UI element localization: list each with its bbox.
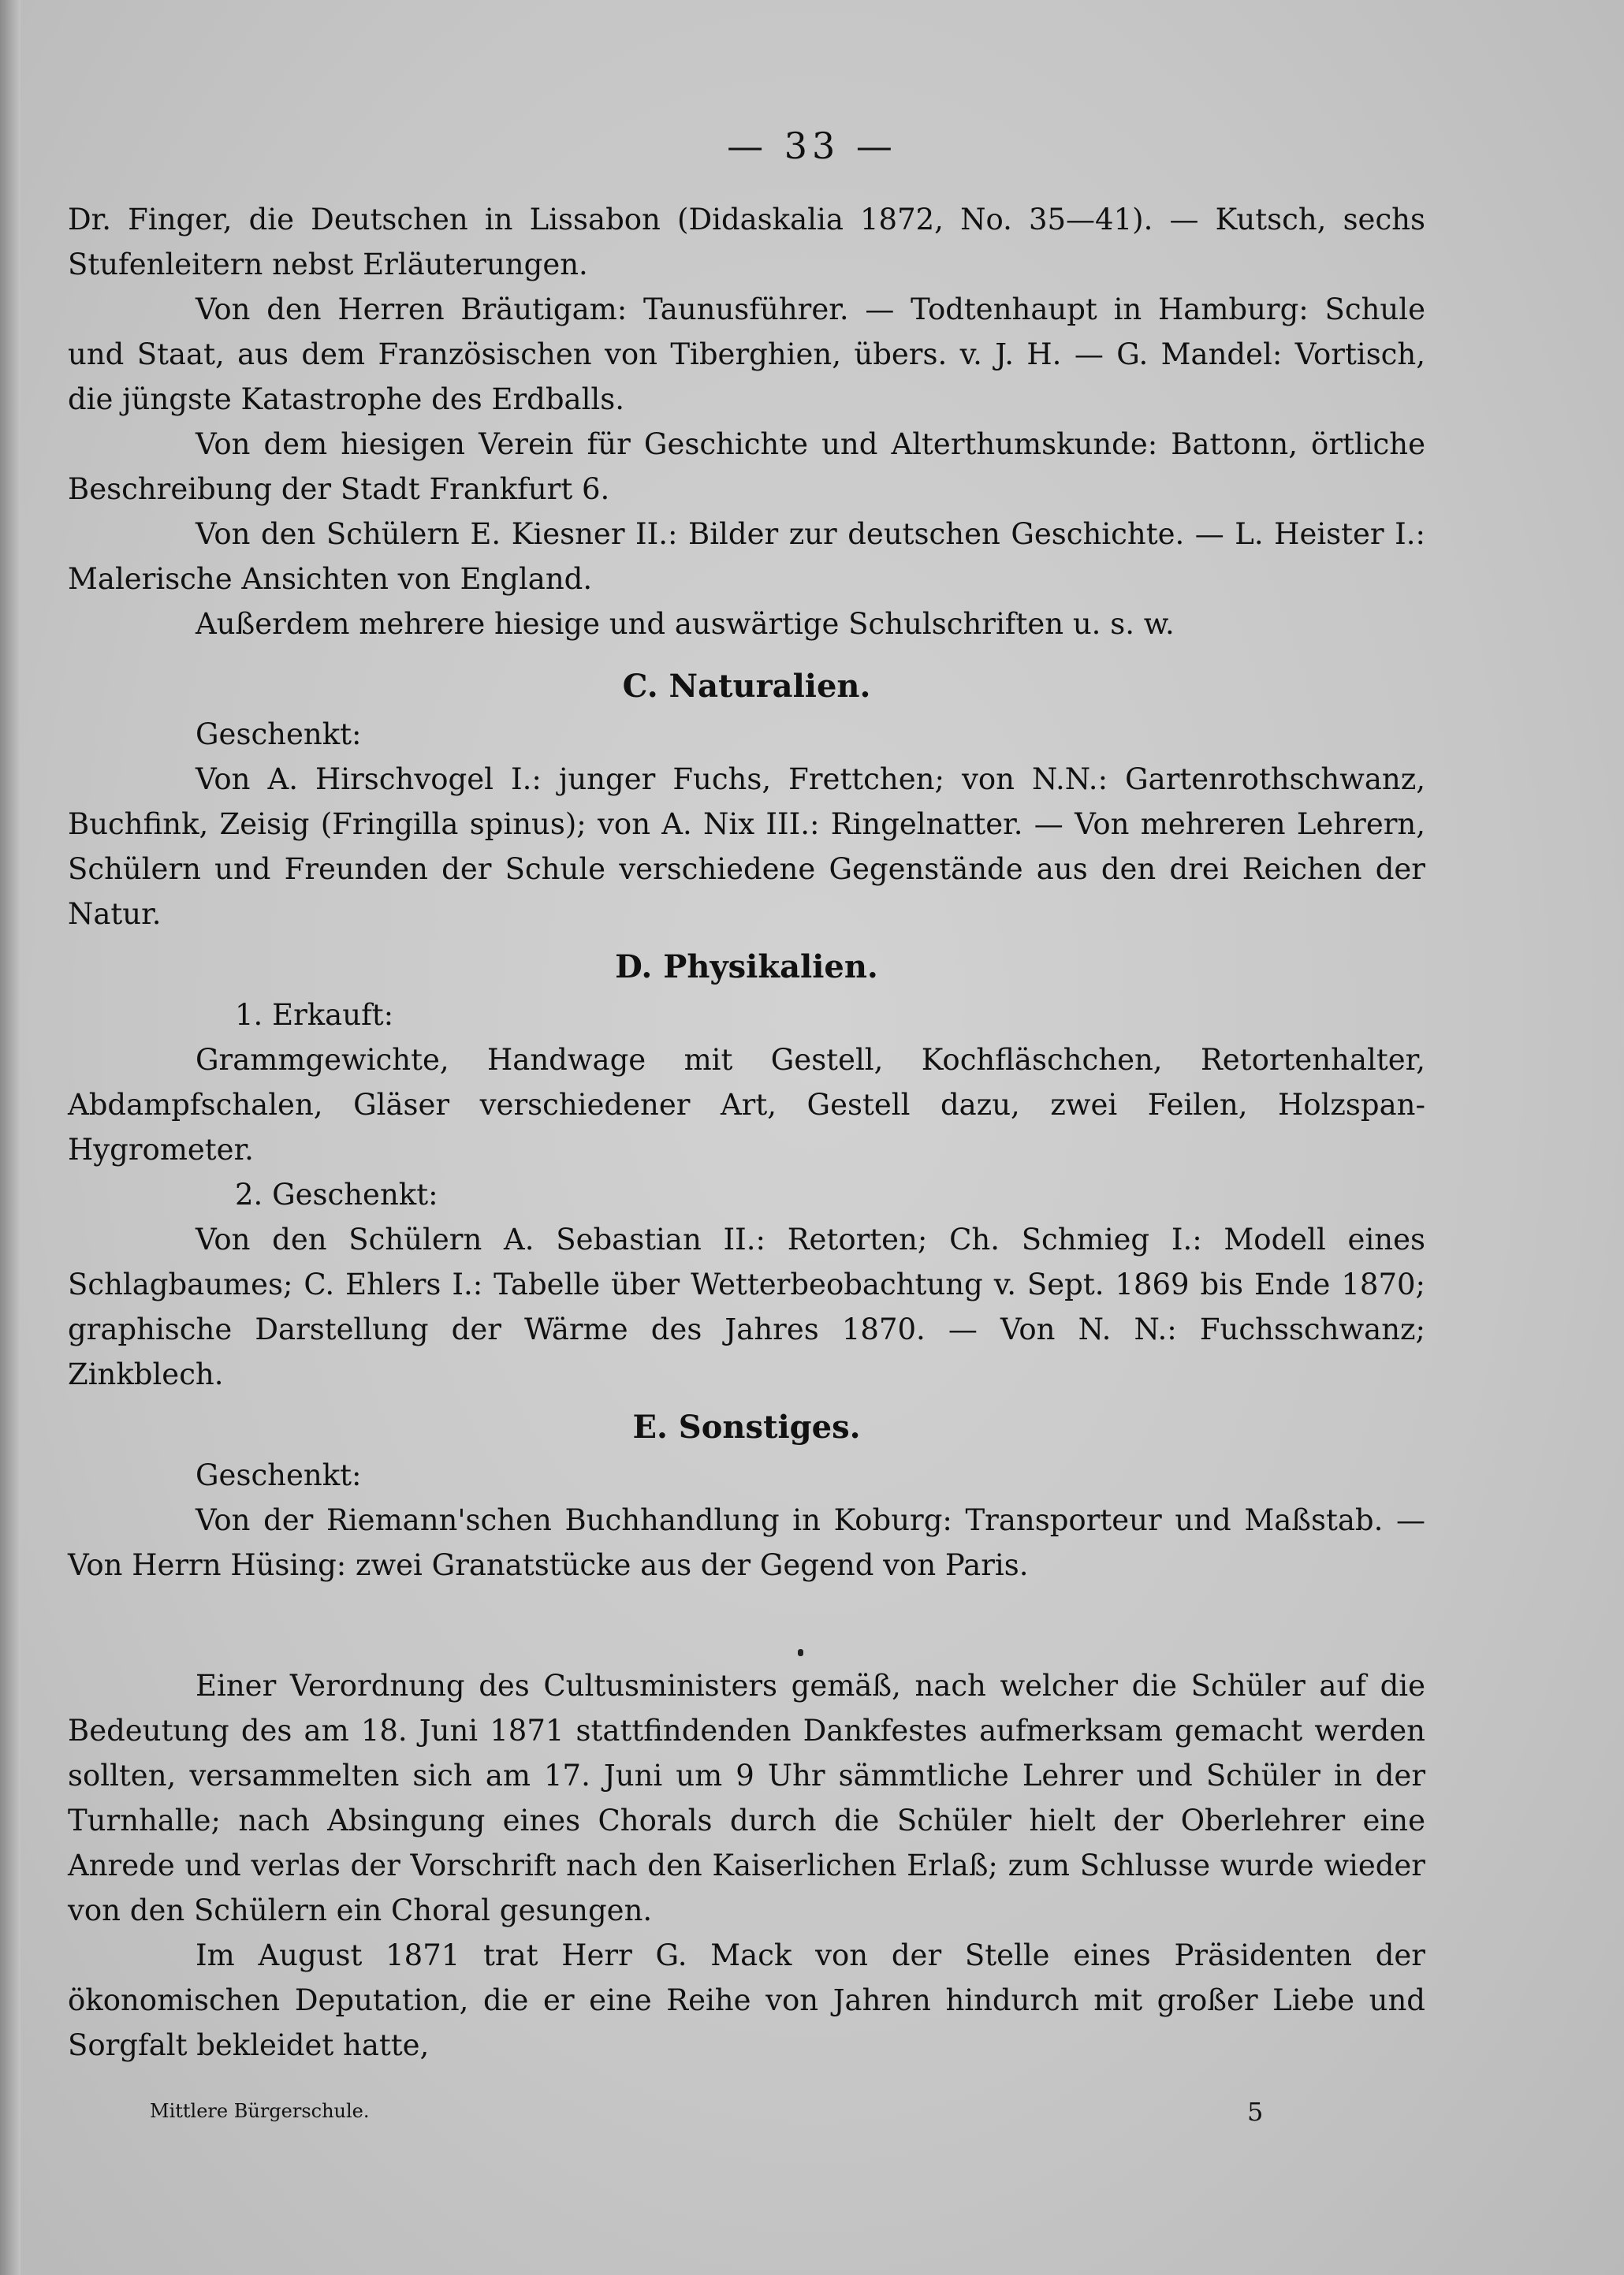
heading-naturalien: C. Naturalien. (622, 668, 871, 705)
paragraph-naturalien: Von A. Hirschvogel I.: junger Fuchs, Frettchen; von N.N.: Gartenrothschwanz, Buchfink, Zeisig (Fringilla spinus); von A. Nix III.: Ringelnatter. — Von mehreren Lehrern, Schülern und Freunden der Schule verschiedene Gegenstände aus den drei Reichen der Natur. (68, 762, 1425, 931)
ink-dot (798, 1649, 803, 1656)
paragraph-sonstiges: Von der Riemann'schen Buchhandlung in Koburg: Transporteur und Maßstab. — Von Herrn Hüsing: zwei Granatstücke aus der Gegend von Paris. (68, 1503, 1425, 1582)
page-number: — 33 — (727, 125, 897, 167)
heading-physikalien: D. Physikalien. (615, 948, 878, 985)
body-text (68, 197, 1425, 2068)
paragraph-finger: Dr. Finger, die Deutschen in Lissabon (Didaskalia 1872, No. 35—41). — Kutsch, sechs Stufenleitern nebst Erläuterungen. (68, 203, 1425, 281)
paragraph-physikalien-geschenkt: Von den Schülern A. Sebastian II.: Retorten; Ch. Schmieg I.: Modell eines Schlagbaumes; C. Ehlers I.: Tabelle über Wetterbeobachtung v. Sept. 1869 bis Ende 1870; graphische Darstellung der Wärme des Jahres 1870. — Von N. N.: Fuchsschwanz; Zinkblech. (68, 1223, 1425, 1391)
signature-mark: 5 (1247, 2097, 1264, 2127)
paragraph-mack: Im August 1871 trat Herr G. Mack von der Stelle eines Präsidenten der ökonomischen Deputation, die er eine Reihe von Jahren hindurch mit großer Liebe und Sorgfalt bekleidet hatte, (68, 1938, 1425, 2062)
heading-sonstiges: E. Sonstiges. (632, 1409, 861, 1446)
paragraph-ausserdem: Außerdem mehrere hiesige und auswärtige Schulschriften u. s. w. (196, 607, 1175, 641)
label-c-geschenkt: Geschenkt: (196, 717, 362, 751)
page-edge-shadow (0, 0, 20, 2275)
label-d2-geschenkt: 2. Geschenkt: (235, 1178, 438, 1212)
paragraph-kiesner: Von den Schülern E. Kiesner II.: Bilder zur deutschen Geschichte. — L. Heister I.: Malerische Ansichten von England. (68, 517, 1425, 596)
paragraph-dankfest: Einer Verordnung des Cultusministers gemäß, nach welcher die Schüler auf die Bedeutung des am 18. Juni 1871 stattfindenden Dankfestes aufmerksam gemacht werden sollten, versammelten sich am 17. Juni um 9 Uhr sämmtliche Lehrer und Schüler in der Turnhalle; nach Absingung eines Chorals durch die Schüler hielt der Oberlehrer eine Anrede und verlas der Vorschrift nach den Kaiserlichen Erlaß; zum Schlusse wurde wieder von den Schülern ein Choral gesungen. (68, 1669, 1425, 1927)
paragraph-physikalien-erkauft: Grammgewichte, Handwage mit Gestell, Kochfläschchen, Retortenhalter, Abdampfschalen, Gläser verschiedener Art, Gestell dazu, zwei Feilen, Holzspan-Hygrometer. (68, 1043, 1425, 1167)
label-d1-erkauft: 1. Erkauft: (235, 998, 394, 1032)
paragraph-braeutigam: Von den Herren Bräutigam: Taunusführer. — Todtenhaupt in Hamburg: Schule und Staat, aus dem Französischen von Tiberghien, übers. v. J. H. — G. Mandel: Vortisch, die jüngste Katastrophe des Erdballs. (68, 292, 1425, 416)
paragraph-verein: Von dem hiesigen Verein für Geschichte und Alterthumskunde: Battonn, örtliche Beschreibung der Stadt Frankfurt 6. (68, 427, 1425, 506)
label-e-geschenkt: Geschenkt: (196, 1458, 362, 1492)
footer-school-name: Mittlere Bürgerschule. (150, 2100, 370, 2122)
